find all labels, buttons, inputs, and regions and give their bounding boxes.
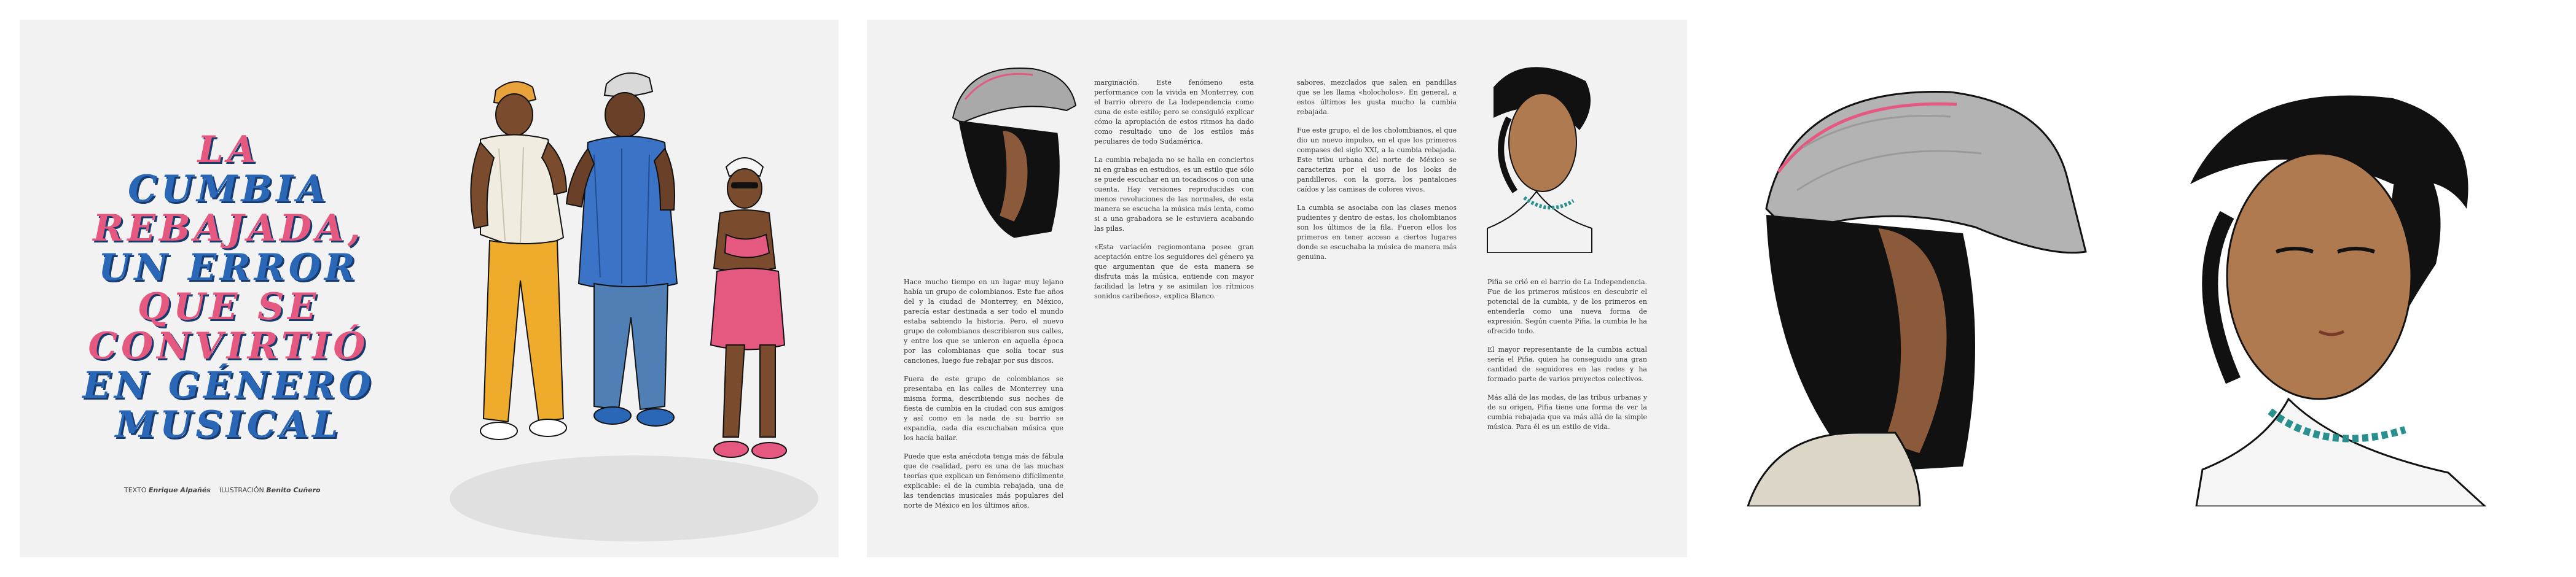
- character-right: [711, 158, 786, 459]
- text-column-3: [1297, 78, 1457, 271]
- paragraph: Puede que esta anécdota tenga más de fábula que de realidad, pero es una de las muchas teorías que explican un fenómeno difícilmente explicable: el de la cumbia rebajada, una de las tendencias musicales más populares del norte de México en los últimos años.: [904, 452, 1063, 509]
- large-cap-portrait: [1723, 68, 2107, 506]
- credits: [124, 486, 321, 494]
- paragraph: Pifia se crió en el barrio de La Independencia. Fue de los primeros músicos en descubrir el potencial de la cumbia, y de los primeros en entenderla como una nueva forma de expresión. Según cuenta Pifia, la cumbia le ha ofrecido todo.: [1487, 278, 1647, 335]
- title-line: LA: [197, 128, 260, 171]
- title-line: CUMBIA: [128, 168, 329, 211]
- title-line: UN ERROR: [98, 246, 359, 289]
- article-title: [81, 130, 376, 444]
- credit-text-name: Enrique Alpañés: [148, 486, 211, 494]
- text-column-1: [904, 277, 1063, 519]
- character-middle: [566, 73, 677, 426]
- title-line: CONVIRTIÓ: [88, 325, 369, 368]
- paragraph: Hace mucho tiempo en un lugar muy lejano había un grupo de colombianos. Este fue años del y la ciudad de Monterrey, en México, parecía estar destinada a ser todo el mundo estaba sabiendo la historia. Pero, el nuevo grupo de colombianos describieron sus calles, y entre los que se unieron en aquella época por las colombianas que solía tocar sus canciones, luego fue rebajar por sus discos.: [904, 278, 1063, 365]
- spread-title-page: [20, 20, 839, 557]
- large-face-portrait: [2135, 68, 2516, 506]
- paragraph: Fue este grupo, el de los cholombianos, el que dio un nuevo impulso, en el que los primeros compases del siglo XXI, a la cumbia rebajada. Este tribu urbana del norte de México se caracteriza por el uso de los looks de pandilleros, con la gorra, los pantalones caídos y las camisas de colores vivos.: [1297, 126, 1457, 193]
- title-line: REBAJADA,: [93, 207, 364, 250]
- credit-illus-label: ILUSTRACIÓN: [219, 486, 264, 494]
- paragraph: Más allá de las modas, de las tribus urbanas y de su origen, Pifia tiene una forma de ver la cumbia rebajada que va más allá de la simple música. Para él es un estilo de vida.: [1487, 393, 1647, 431]
- portrait-cap-illustration: [941, 50, 1082, 253]
- character-left: [471, 82, 566, 440]
- three-characters-illustration: [437, 56, 818, 548]
- title-line: EN GÉNERO: [82, 364, 375, 407]
- portrait-face-illustration: [1481, 50, 1604, 253]
- paragraph: La cumbia se asociaba con las clases menos pudientes y dentro de estas, los cholombianos son los últimos de la fila. Fueron ellos los primeros en tener acceso a ciertos lugares donde se escuchaba la música de manera más genuina.: [1297, 204, 1457, 261]
- text-column-4: [1487, 277, 1647, 441]
- paragraph: Fuera de este grupo de colombianos se presentaba en las calles de Monterrey una misma forma, describiendo sus noches de fiesta de cumbia en la ciudad con sus amigos y así como en la nada de su barrio se expandía, cada día escuchaban música que los hacía bailar.: [904, 375, 1063, 442]
- text-column-2: [1094, 78, 1254, 310]
- title-line: QUE SE: [137, 285, 320, 328]
- portrait-panel-face: [2135, 68, 2516, 506]
- paragraph: «Esta variación regiomontana posee gran aceptación entre los seguidores del género ya que argumentan que de esta manera se disfruta más la música, entiende con mayor facilidad la letra y se asimilan los rítmicos sonidos caribeños», explica Blanco.: [1094, 243, 1254, 300]
- spread-article-text: [867, 20, 1687, 557]
- paragraph: sabores, mezclados que salen en pandillas que se les llama «holocholos». En general, a estos últimos les gusta mucho la cumbia rebajada.: [1297, 79, 1457, 116]
- credit-text-label: TEXTO: [124, 486, 147, 494]
- title-line: MUSICAL: [115, 403, 342, 446]
- paragraph: La cumbia rebajada no se halla en conciertos ni en grabas en estudios, es un estilo que sólo se puede escuchar en un tocadiscos o con una cuenta. Hay versiones reproducidas con menos revoluciones de las normales, de esta manera se escucha la música más lenta, como si a una grabadora se le estuviera acabando las pilas.: [1094, 156, 1254, 233]
- paragraph: El mayor representante de la cumbia actual sería el Pifia, quien ha conseguido una gran cantidad de seguidores en las redes y ha formado parte de varios proyectos colectivos.: [1487, 346, 1647, 383]
- portrait-panel-cap: [1723, 68, 2107, 506]
- credit-illus-name: Benito Cuñero: [266, 486, 321, 494]
- paragraph: marginación. Este fenómeno esta performance con la vivida en Monterrey, con el barrio obrero de La Independencia como cuna de este estilo; pero se consiguió explicar cómo la apropiación de estos ritmos ha dado como resultado uno de los estilos más peculiares de todo Sudamérica.: [1094, 79, 1254, 145]
